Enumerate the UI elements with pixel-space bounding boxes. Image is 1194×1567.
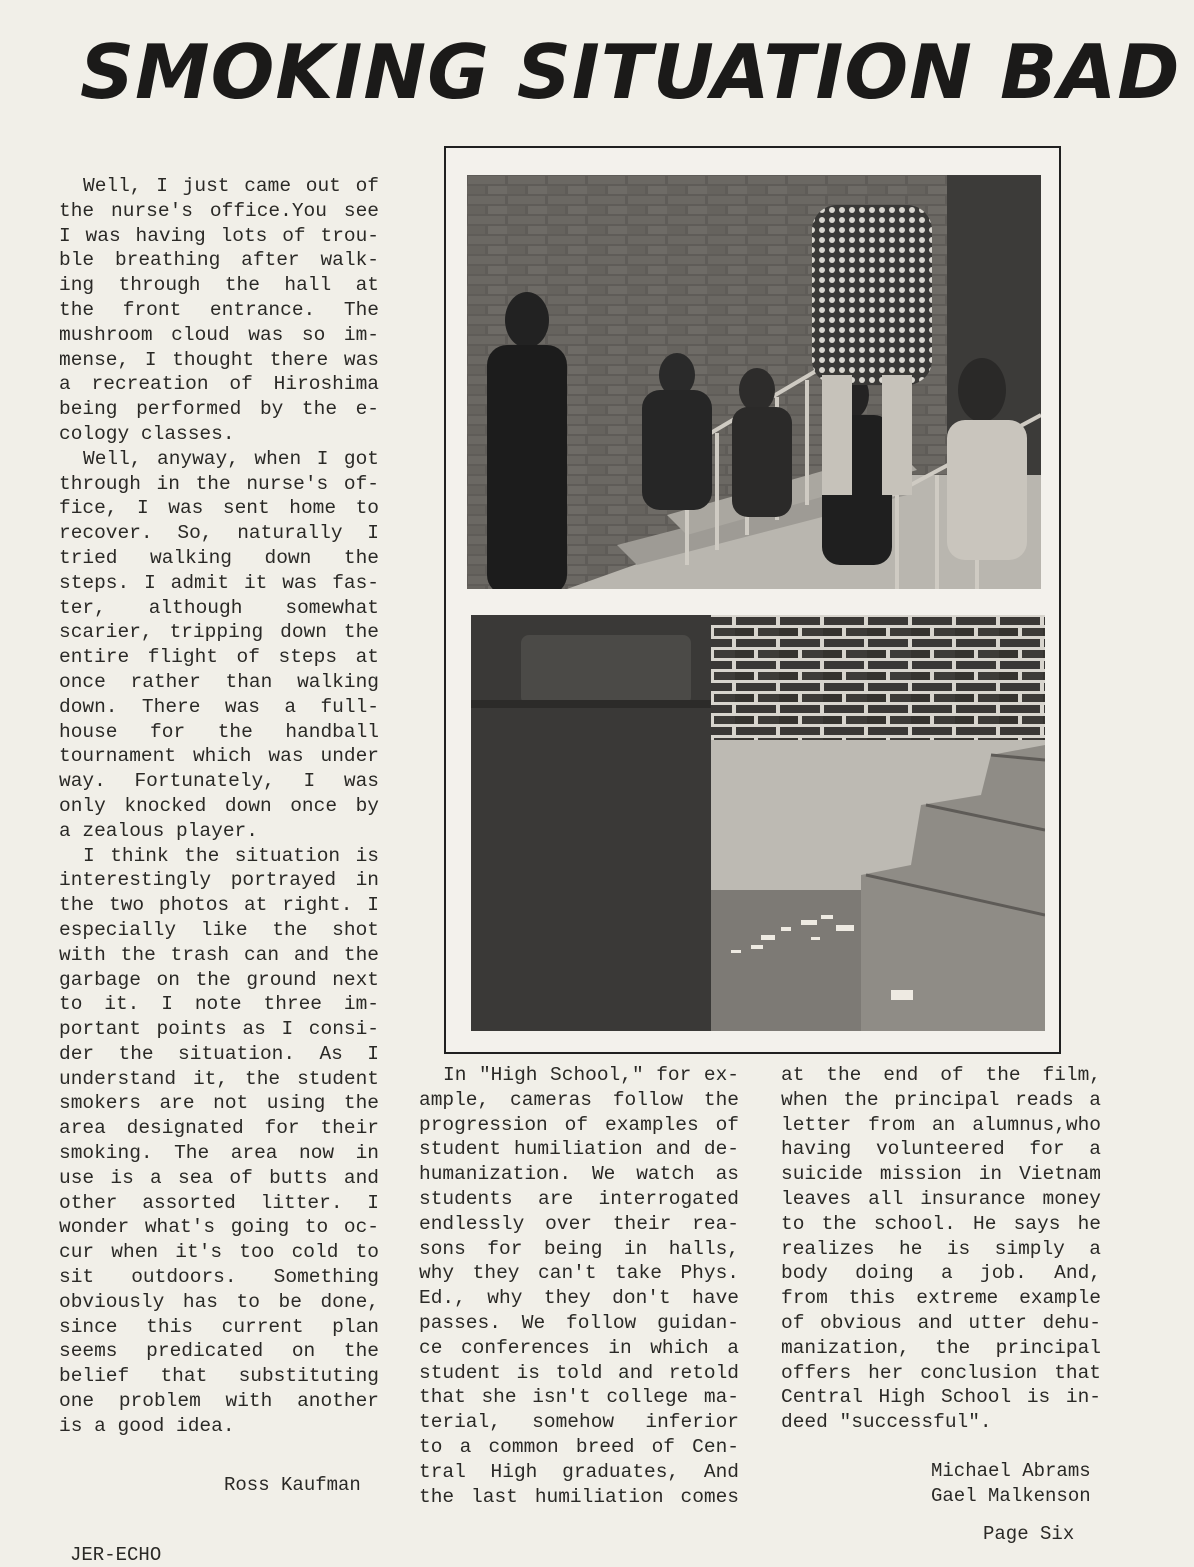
text-line: to a common breed of Cen- <box>419 1435 739 1458</box>
text-line: recover. So, naturally I <box>59 522 379 545</box>
text-line: I think the situation is <box>83 844 379 867</box>
text-line: deed "successful". <box>781 1411 992 1434</box>
article-middle-column <box>419 1063 739 1509</box>
text-line: In "High School," for ex- <box>443 1064 739 1086</box>
text-line: sons for being in halls, <box>419 1237 739 1260</box>
author-ross-kaufman: Ross Kaufman <box>224 1474 361 1496</box>
text-line: especially like the shot <box>59 918 379 941</box>
text-line: endlessly over their rea- <box>419 1212 739 1235</box>
text-line: at the end of the film, <box>781 1064 1101 1086</box>
text-line: ing through the hall at <box>59 274 379 297</box>
text-line: offers her conclusion that <box>781 1361 1101 1384</box>
text-line: ample, cameras follow the <box>419 1088 739 1111</box>
text-line: mense, I thought there was <box>59 348 379 371</box>
text-line: other assorted litter. I <box>59 1191 379 1214</box>
text-line: use is a sea of butts and <box>59 1166 379 1189</box>
text-line: ce conferences in which a <box>419 1336 739 1359</box>
text-line: fice, I was sent home to <box>59 497 379 520</box>
text-line: down. There was a full- <box>59 695 379 718</box>
text-line: having volunteered for a <box>781 1138 1101 1161</box>
text-line: that she isn't college ma- <box>419 1386 739 1409</box>
text-line: passes. We follow guidan- <box>419 1311 739 1334</box>
photo-trash-can-and-litter <box>471 615 1045 1031</box>
article-right-column <box>781 1063 1101 1435</box>
text-line: way. Fortunately, I was <box>59 770 379 793</box>
text-line: the two photos at right. I <box>59 894 379 917</box>
text-line: student is told and retold <box>419 1361 739 1384</box>
text-line: once rather than walking <box>59 670 379 693</box>
photo-students-on-stairs <box>467 175 1041 589</box>
author-gael-malkenson: Gael Malkenson <box>931 1485 1091 1507</box>
text-line: is a good idea. <box>59 1414 235 1437</box>
text-line: belief that substituting <box>59 1365 379 1388</box>
text-line: to the school. He says he <box>781 1212 1101 1235</box>
text-line: letter from an alumnus,who <box>781 1113 1101 1136</box>
text-line: leaves all insurance money <box>781 1187 1101 1210</box>
article-left-column <box>59 174 379 1439</box>
text-line: obviously has to be done, <box>59 1290 379 1313</box>
text-line: with the trash can and the <box>59 943 379 966</box>
text-line: Central High School is in- <box>781 1386 1101 1409</box>
text-line: seems predicated on the <box>59 1340 379 1363</box>
text-line: cur when it's too cold to <box>59 1241 379 1264</box>
text-line: manization, the principal <box>781 1336 1101 1359</box>
text-line: cology classes. <box>59 422 235 445</box>
text-line: since this current plan <box>59 1315 379 1338</box>
text-line: progression of examples of <box>419 1113 739 1136</box>
author-michael-abrams: Michael Abrams <box>931 1460 1091 1482</box>
text-line: terial, somehow inferior <box>419 1411 739 1434</box>
text-line: wonder what's going to oc- <box>59 1216 379 1239</box>
text-line: portant points as I consi- <box>59 1018 379 1041</box>
text-line: to it. I note three im- <box>59 993 379 1016</box>
text-line: interestingly portrayed in <box>59 869 379 892</box>
text-line: Ed., why they don't have <box>419 1287 739 1310</box>
text-line: the nurse's office.You see <box>59 199 379 222</box>
text-line: realizes he is simply a <box>781 1237 1101 1260</box>
text-line: entire flight of steps at <box>59 646 379 669</box>
text-line: students are interrogated <box>419 1187 739 1210</box>
text-line: garbage on the ground next <box>59 968 379 991</box>
text-line: of obvious and utter dehu- <box>781 1311 1101 1334</box>
text-line: smoking. The area now in <box>59 1142 379 1165</box>
text-line: mushroom cloud was so im- <box>59 323 379 346</box>
text-line: area designated for their <box>59 1117 379 1140</box>
text-line: scarier, tripping down the <box>59 621 379 644</box>
text-line: tournament which was under <box>59 745 379 768</box>
text-line: being performed by the e- <box>59 398 379 421</box>
publication-name: JER-ECHO <box>70 1544 162 1566</box>
text-line: Well, I just came out of <box>83 175 379 197</box>
text-line: tried walking down the <box>59 546 379 569</box>
text-line: from this extreme example <box>781 1287 1101 1310</box>
text-line: the front entrance. The <box>59 298 379 321</box>
headline: SMOKING SITUATION BAD <box>80 28 1181 116</box>
text-line: smokers are not using the <box>59 1092 379 1115</box>
text-line: why they can't take Phys. <box>419 1262 739 1285</box>
photo-frame <box>444 146 1061 1054</box>
text-line: the last humiliation comes <box>419 1485 739 1508</box>
text-line: student humiliation and de- <box>419 1138 739 1161</box>
text-line: ter, although somewhat <box>59 596 379 619</box>
text-line: suicide mission in Vietnam <box>781 1163 1101 1186</box>
text-line: body doing a job. And, <box>781 1262 1101 1285</box>
text-line: I was having lots of trou- <box>59 224 379 247</box>
text-line: Well, anyway, when I got <box>83 447 379 470</box>
text-line: understand it, the student <box>59 1067 379 1090</box>
text-line: through in the nurse's of- <box>59 472 379 495</box>
text-line: only knocked down once by <box>59 794 379 817</box>
text-line: steps. I admit it was fas- <box>59 571 379 594</box>
text-line: one problem with another <box>59 1390 379 1413</box>
page-number: Page Six <box>983 1523 1075 1545</box>
text-line: der the situation. As I <box>59 1042 379 1065</box>
text-line: house for the handball <box>59 720 379 743</box>
text-line: ble breathing after walk- <box>59 249 379 272</box>
text-line: sit outdoors. Something <box>59 1266 379 1289</box>
text-line: when the principal reads a <box>781 1088 1101 1111</box>
text-line: a zealous player. <box>59 819 258 842</box>
text-line: a recreation of Hiroshima <box>59 373 379 396</box>
text-line: humanization. We watch as <box>419 1163 739 1186</box>
text-line: tral High graduates, And <box>419 1460 739 1483</box>
